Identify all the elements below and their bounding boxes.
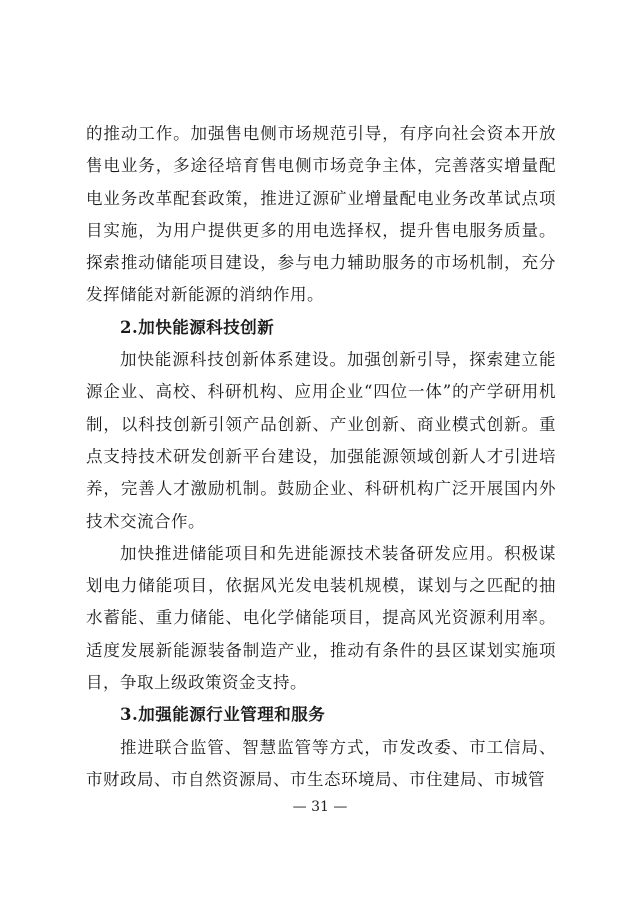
- paragraph-continuation: 的推动工作。加强售电侧市场规范引导，有序向社会资本开放售电业务，多途径培育售电侧市场竞争主体，完善落实增量配电业务改革配套政策，推进辽源矿业增量配电业务改革试点项目实施，为用户提供更多的用电选择权，提升售电服务质量。探索推动储能项目建设，参与电力辅助服务的市场机制，充分发挥储能对新能源的消纳作用。: [86, 124, 556, 305]
- document-body: [86, 118, 556, 796]
- section-heading-2: 2.加快能源科技创新: [120, 317, 275, 337]
- paragraph-supervision: 推进联合监管、智慧监管等方式，市发改委、市工信局、市财政局、市自然资源局、市生态环境局、市住建局、市城管: [86, 737, 556, 789]
- page-number: — 31 —: [292, 799, 348, 815]
- section-heading-3: 3.加强能源行业管理和服务: [120, 705, 326, 725]
- paragraph-energy-storage: 加快推进储能项目和先进能源技术装备研发应用。积极谋划电力储能项目，依据风光发电装机规模，谋划与之匹配的抽水蓄能、重力储能、电化学储能项目，提高风光资源利用率。适度发展新能源装备制造产业，推动有条件的县区谋划实施项目，争取上级政策资金支持。: [86, 543, 556, 693]
- paragraph-innovation-system: 加快能源科技创新体系建设。加强创新引导，探索建立能源企业、高校、科研机构、应用企业“四位一体”的产学研用机制，以科技创新引领产品创新、产业创新、商业模式创新。重点支持技术研发创新平台建设，加强能源领域创新人才引进培养，完善人才激励机制。鼓励企业、科研机构广泛开展国内外技术交流合作。: [86, 350, 556, 531]
